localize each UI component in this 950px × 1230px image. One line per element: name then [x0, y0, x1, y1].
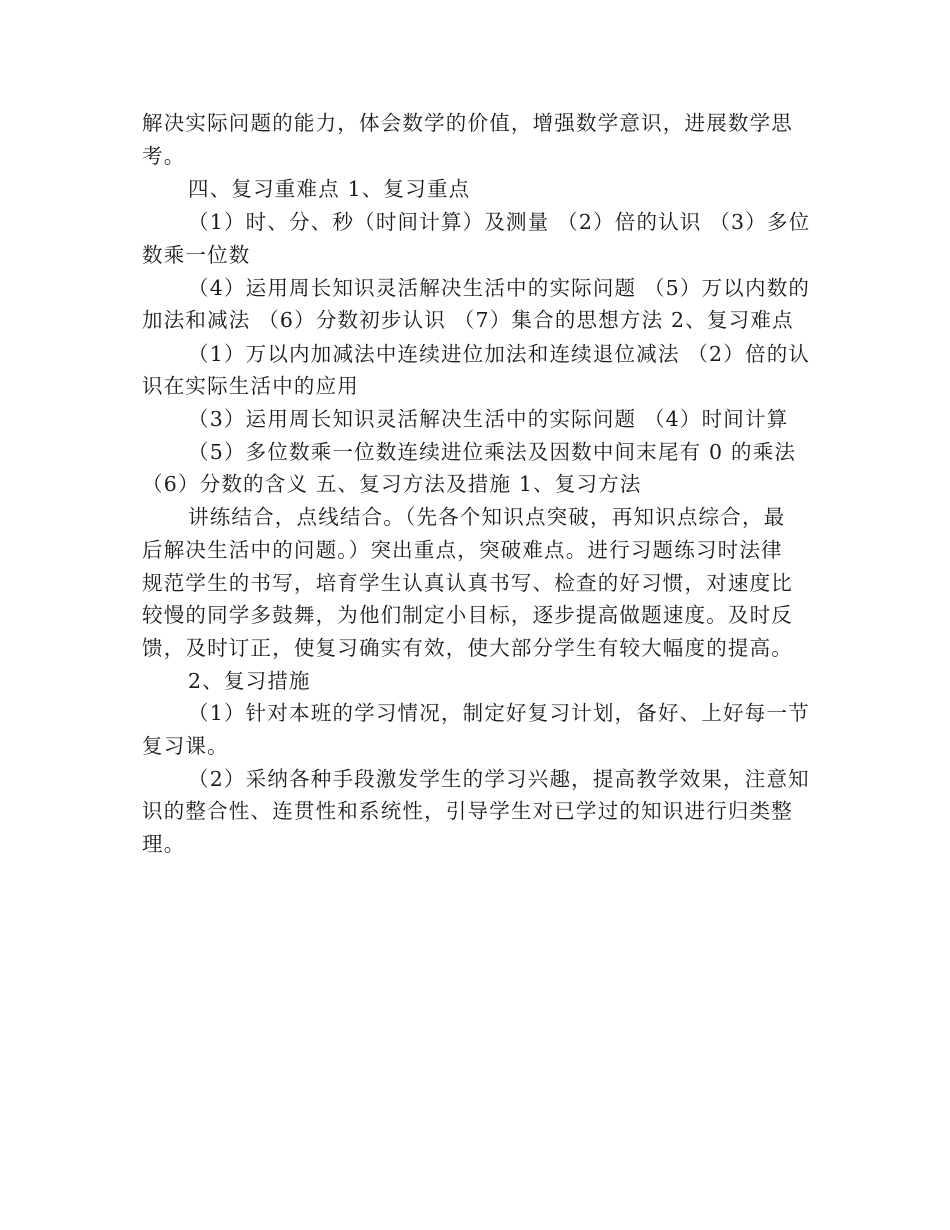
- text-line: 数乘一位数: [142, 243, 251, 267]
- text-line: 后解决生活中的问题。）突出重点，突破难点。进行习题练习时法律: [142, 538, 783, 562]
- section-heading-four: 四、复习重难点 1、复习重点: [188, 177, 471, 201]
- text-line: 讲练结合，点线结合。（先各个知识点突破，再知识点综合，最: [188, 505, 786, 529]
- text-line: （5）多位数乘一位数连续进位乘法及因数中间末尾有 0 的乘法: [188, 440, 797, 464]
- text-line: 规范学生的书写，培育学生认真认真书写、检查的好习惯，对速度比: [142, 571, 793, 595]
- text-line: 加法和减法 （6）分数初步认识 （7）集合的思想方法 2、复习难点: [142, 308, 794, 332]
- text-line: （4）运用周长知识灵活解决生活中的实际问题 （5）万以内数的: [188, 276, 811, 300]
- text-line: （2）采纳各种手段激发学生的学习兴趣，提高教学效果，注意知: [188, 767, 810, 791]
- text-line: 考。: [142, 144, 186, 168]
- text-line: 理。: [142, 832, 186, 856]
- text-line: 解决实际问题的能力，体会数学的价值，增强数学意识，进展数学思: [142, 111, 793, 135]
- text-line: （3）运用周长知识灵活解决生活中的实际问题 （4）时间计算: [188, 407, 789, 431]
- text-line: 较慢的同学多鼓舞，为他们制定小目标，逐步提高做题速度。及时反: [142, 603, 793, 627]
- subsection-heading: 2、复习措施: [188, 669, 311, 693]
- text-line: （1）万以内加减法中连续进位加法和连续退位减法 （2）倍的认: [188, 342, 811, 366]
- text-line: 复习课。: [142, 734, 229, 758]
- section-heading-five: （6）分数的含义 五、复习方法及措施 1、复习方法: [142, 472, 642, 496]
- text-line: （1）时、分、秒（时间计算）及测量 （2）倍的认识 （3）多位: [188, 210, 811, 234]
- text-line: 识在实际生活中的应用: [142, 374, 359, 398]
- text-line: 馈，及时订正，使复习确实有效，使大部分学生有较大幅度的提高。: [142, 636, 793, 660]
- text-line: 识的整合性、连贯性和系统性，引导学生对已学过的知识进行归类整: [142, 799, 793, 823]
- text-line: （1）针对本班的学习情况，制定好复习计划，备好、上好每一节: [188, 701, 810, 725]
